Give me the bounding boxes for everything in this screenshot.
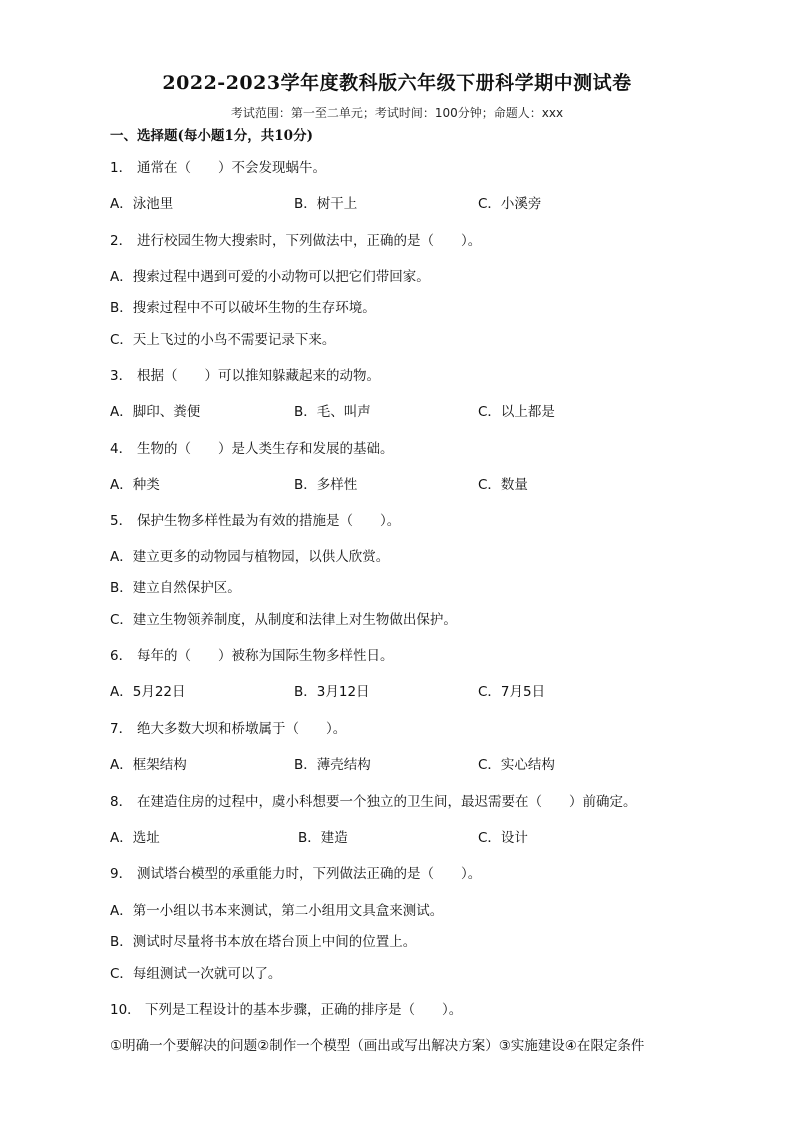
question-number: 10． (110, 1002, 141, 1018)
question-text: 测试塔台模型的承重能力时，下列做法正确的是（ ）。 (137, 866, 482, 882)
question-6 (110, 644, 394, 664)
option-c: C．以上都是 (478, 404, 555, 420)
question-number: 4． (110, 441, 133, 457)
question-10 (110, 998, 462, 1018)
question-3 (110, 364, 380, 384)
question-number: 3． (110, 368, 133, 384)
section-heading: 一、选择题(每小题1分，共10分) (110, 128, 313, 144)
steps-list: ①明确一个要解决的问题②制作一个模型（画出或写出解决方案）③实施建设④在限定条件 (110, 1038, 645, 1054)
option-c: C．7月5日 (478, 684, 546, 700)
option-c: C．数量 (478, 477, 528, 493)
question-number: 5． (110, 513, 133, 529)
option-a: A．种类 (110, 477, 160, 493)
option-b: B．薄壳结构 (294, 757, 371, 773)
question-text: 生物的（ ）是人类生存和发展的基础。 (137, 441, 394, 457)
option-b: B．搜索过程中不可以破坏生物的生存环境。 (110, 300, 376, 316)
option-b: B．3月12日 (294, 684, 370, 700)
option-a: A．建立更多的动物园与植物园，以供人欣赏。 (110, 549, 390, 565)
question-2 (110, 229, 481, 249)
question-number: 6． (110, 648, 133, 664)
option-a: A．泳池里 (110, 196, 174, 212)
question-text: 在建造住房的过程中，虞小科想要一个独立的卫生间，最迟需要在（ ）前确定。 (137, 794, 637, 810)
option-b: B．树干上 (294, 196, 358, 212)
question-4 (110, 437, 394, 457)
question-text: 保护生物多样性最为有效的措施是（ ）。 (137, 513, 401, 529)
option-c: C．建立生物领养制度，从制度和法律上对生物做出保护。 (110, 612, 457, 628)
exam-info: 考试范围：第一至二单元；考试时间：100分钟；命题人：xxx (230, 106, 564, 120)
option-b: B．多样性 (294, 477, 358, 493)
question-text: 下列是工程设计的基本步骤，正确的排序是（ ）。 (145, 1002, 463, 1018)
question-9 (110, 862, 481, 882)
option-b: B．建立自然保护区。 (110, 580, 241, 596)
question-number: 2． (110, 233, 133, 249)
option-c: C．天上飞过的小鸟不需要记录下来。 (110, 332, 336, 348)
question-text: 每年的（ ）被称为国际生物多样性日。 (137, 648, 394, 664)
option-a: A．框架结构 (110, 757, 187, 773)
question-text: 进行校园生物大搜索时，下列做法中，正确的是（ ）。 (137, 233, 482, 249)
question-text: 绝大多数大坝和桥墩属于（ ）。 (137, 721, 347, 737)
question-number: 8． (110, 794, 133, 810)
option-a: A．选址 (110, 830, 160, 846)
option-b: B．建造 (298, 830, 348, 846)
option-a: A．5月22日 (110, 684, 186, 700)
option-a: A．第一小组以书本来测试，第二小组用文具盒来测试。 (110, 903, 444, 919)
option-c: C．实心结构 (478, 757, 555, 773)
question-number: 7． (110, 721, 133, 737)
option-a: A．搜索过程中遇到可爱的小动物可以把它们带回家。 (110, 269, 430, 285)
question-number: 1． (110, 160, 133, 176)
option-b: B．毛、叫声 (294, 404, 371, 420)
question-5 (110, 509, 400, 529)
option-b: B．测试时尽量将书本放在塔台顶上中间的位置上。 (110, 934, 417, 950)
question-number: 9． (110, 866, 133, 882)
option-a: A．脚印、粪便 (110, 404, 201, 420)
question-7 (110, 717, 346, 737)
question-text: 通常在（ ）不会发现蜗牛。 (137, 160, 326, 176)
question-1 (110, 156, 326, 176)
option-c: C．每组测试一次就可以了。 (110, 966, 282, 982)
page-title: 2022-2023学年度教科版六年级下册科学期中测试卷 (162, 72, 632, 94)
option-c: C．设计 (478, 830, 528, 846)
option-c: C．小溪旁 (478, 196, 542, 212)
question-text: 根据（ ）可以推知躲藏起来的动物。 (137, 368, 380, 384)
question-8 (110, 790, 637, 810)
